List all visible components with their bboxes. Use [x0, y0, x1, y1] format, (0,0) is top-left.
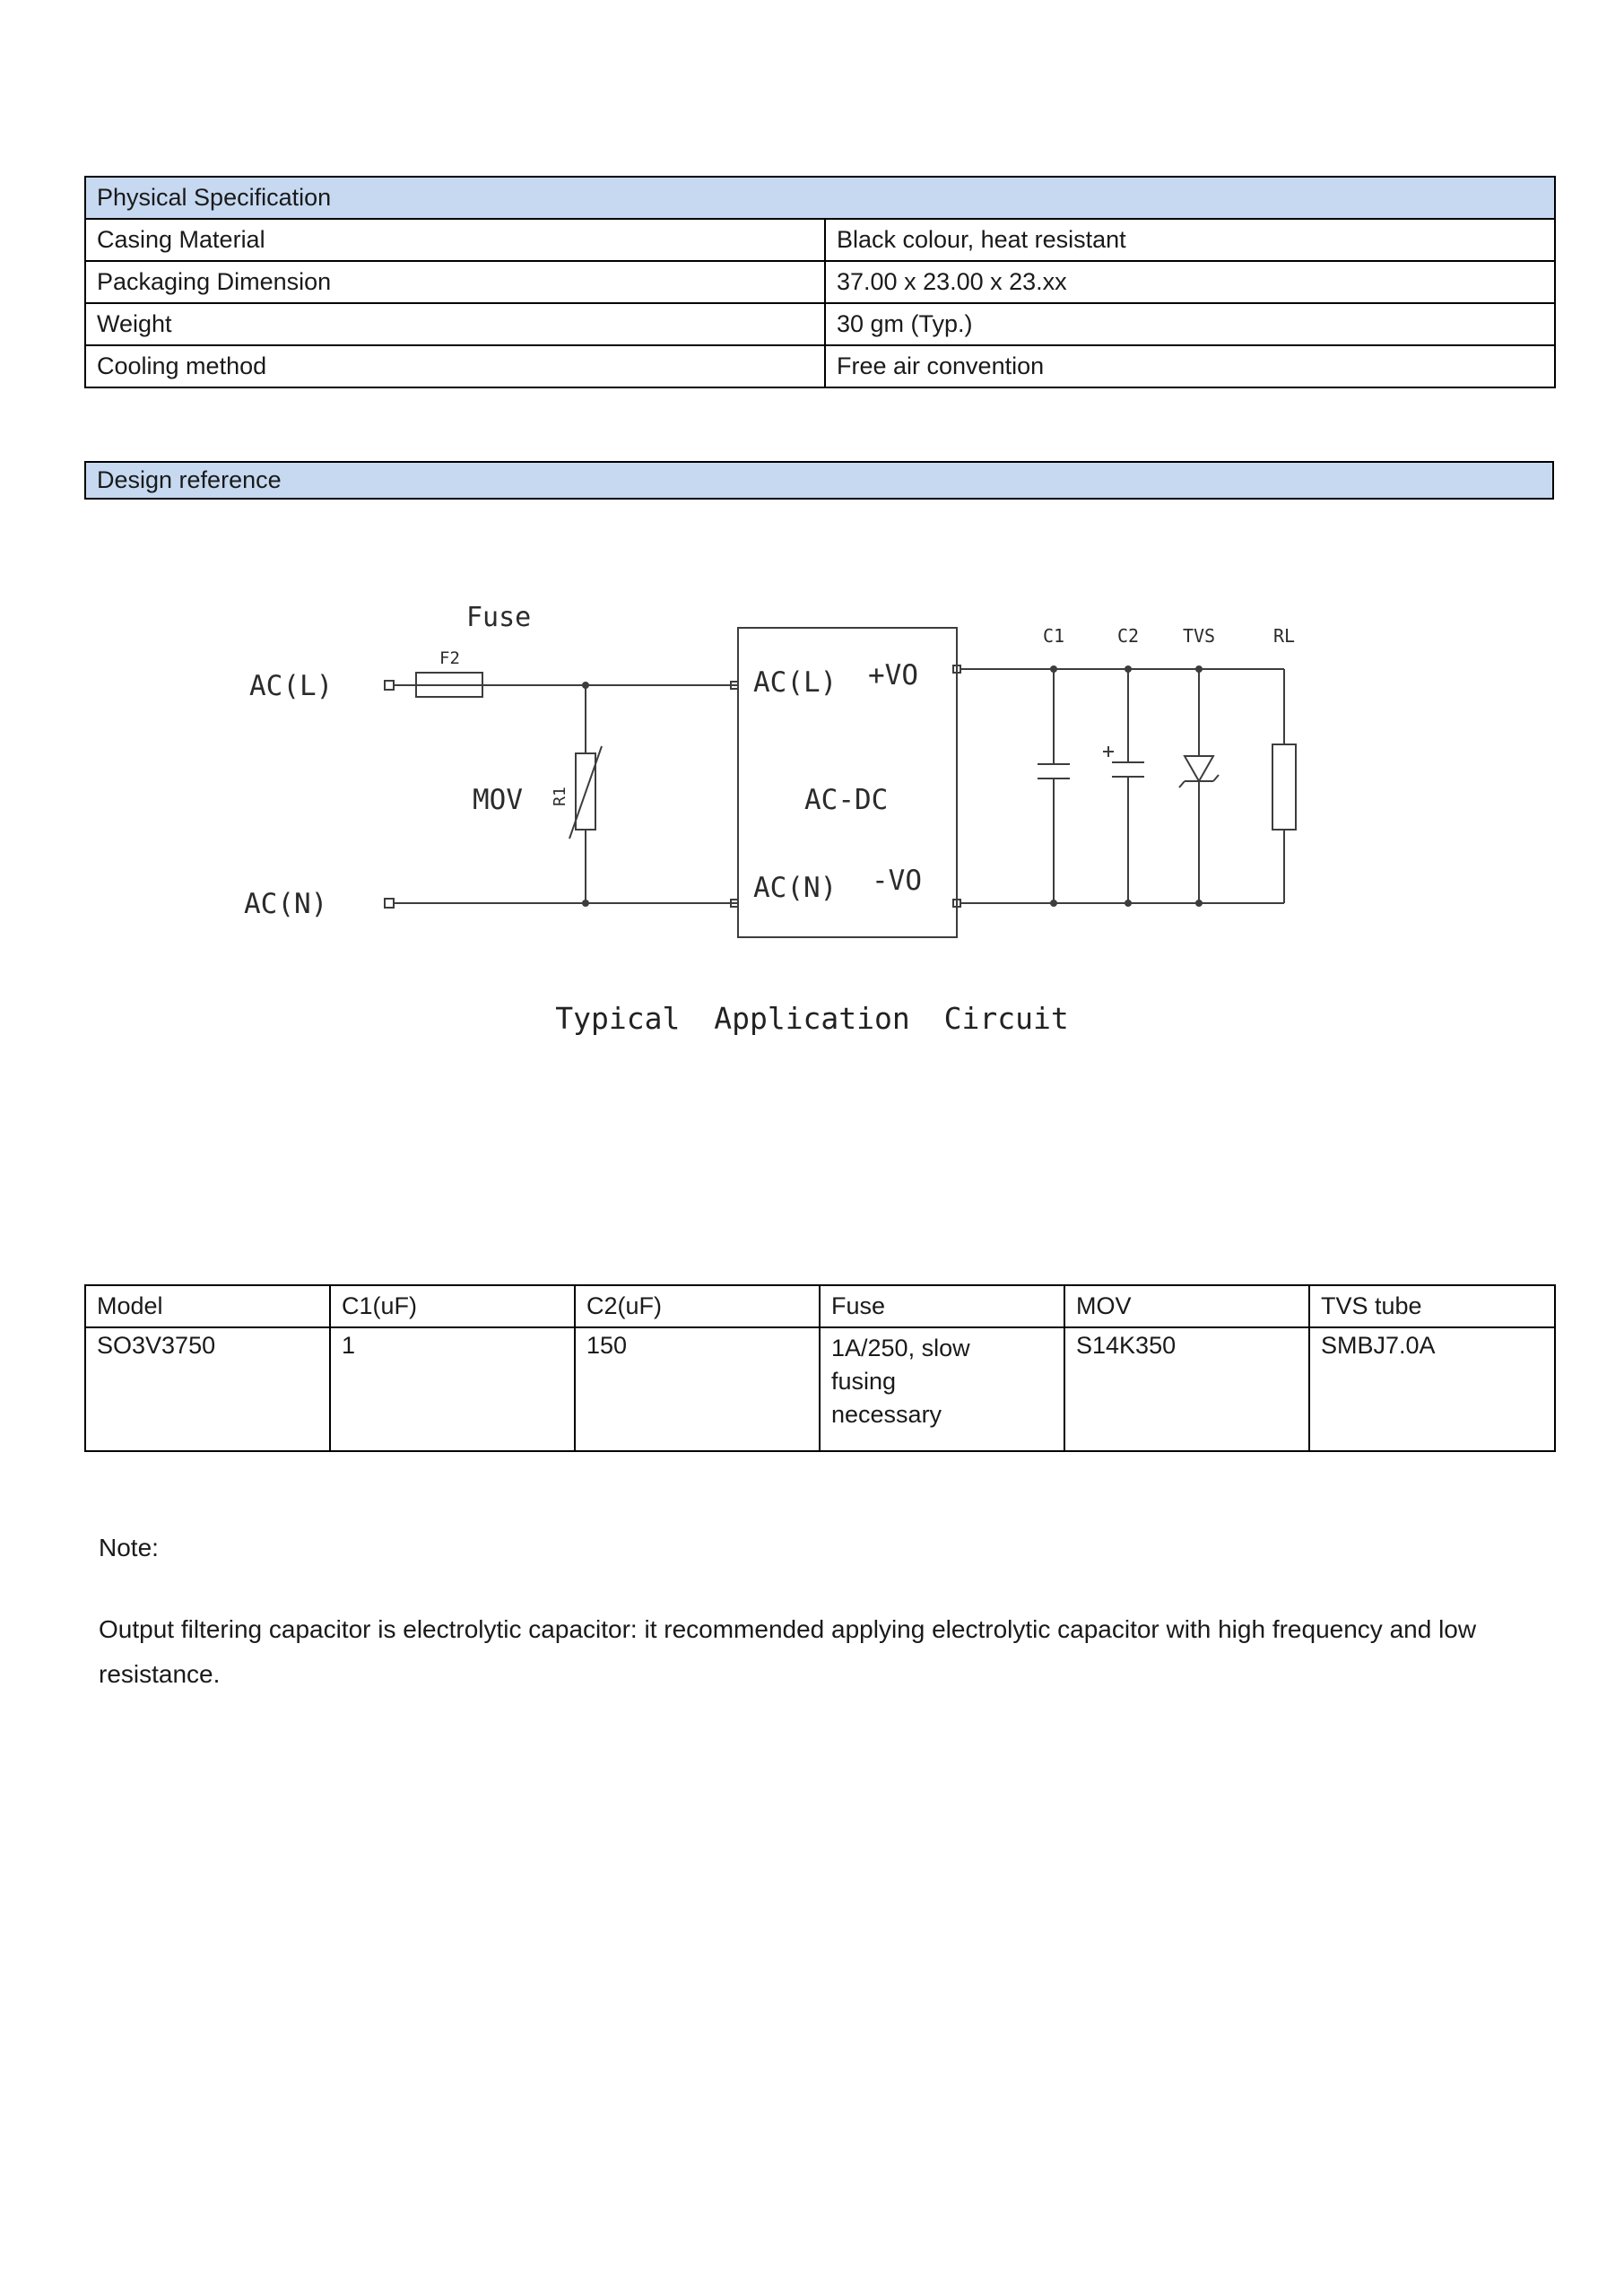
rl-label: RL [1272, 625, 1296, 647]
circuit-caption: Typical Application Circuit [555, 1001, 1069, 1036]
spec-value: Black colour, heat resistant [825, 219, 1555, 261]
table-row [85, 177, 1555, 219]
design-reference-header: Design reference [84, 461, 1554, 500]
col-header: Model [85, 1285, 330, 1327]
col-header: Fuse [820, 1285, 1064, 1327]
terminal-square [385, 681, 394, 690]
physical-spec-table [84, 176, 1556, 388]
load-resistor-symbol [1272, 744, 1296, 830]
table-row [85, 345, 1555, 387]
r1-label: R1 [551, 787, 569, 806]
col-header: C2(uF) [575, 1285, 820, 1327]
application-circuit-diagram [0, 574, 1624, 996]
physical-spec-title: Physical Specification [85, 177, 1555, 219]
block-ac-l-label: AC(L) [753, 666, 838, 699]
spec-label: Weight [85, 303, 825, 345]
col-header: MOV [1064, 1285, 1309, 1327]
table-row [85, 219, 1555, 261]
col-header: TVS tube [1309, 1285, 1555, 1327]
note-label: Note: [99, 1534, 159, 1561]
cell-c1: 1 [330, 1327, 575, 1451]
table-row [85, 1327, 1555, 1451]
spec-value: Free air convention [825, 345, 1555, 387]
col-header: C1(uF) [330, 1285, 575, 1327]
spec-label: Cooling method [85, 345, 825, 387]
cell-fuse [820, 1327, 1064, 1451]
c2-label: C2 [1116, 625, 1140, 647]
c1-label: C1 [1042, 625, 1065, 647]
terminal-square [385, 899, 394, 908]
ac-l-input-label: AC(L) [249, 670, 334, 702]
block-name-label: AC-DC [804, 784, 889, 816]
block-pvo-label: +VO [868, 659, 918, 691]
block-nvo-label: -VO [872, 865, 922, 897]
table-row [85, 261, 1555, 303]
cell-c2: 150 [575, 1327, 820, 1451]
cell-mov: S14K350 [1064, 1327, 1309, 1451]
cell-fuse-text: 1A/250, slow fusing necessary [831, 1335, 970, 1428]
tvs-label: TVS [1182, 625, 1216, 647]
cell-model: SO3V3750 [85, 1327, 330, 1451]
circuit-wires [385, 628, 1296, 937]
f2-label: F2 [439, 648, 460, 668]
ac-n-input-label: AC(N) [244, 888, 328, 920]
spec-label: Casing Material [85, 219, 825, 261]
circuit-labels [244, 602, 1295, 920]
table-row [85, 303, 1555, 345]
spec-value: 30 gm (Typ.) [825, 303, 1555, 345]
mov-label: MOV [473, 784, 523, 816]
block-ac-n-label: AC(N) [753, 872, 838, 904]
components-table [84, 1284, 1556, 1452]
cell-tvs-tube: SMBJ7.0A [1309, 1327, 1555, 1451]
tvs-diode-symbol [1185, 756, 1213, 781]
spec-value: 37.00 x 23.00 x 23.xx [825, 261, 1555, 303]
note-text: Output filtering capacitor is electrolytic capacitor: it recommended applying electrolytic capacitor with high frequency and low resistance. [99, 1615, 1477, 1688]
spec-label: Packaging Dimension [85, 261, 825, 303]
fuse-label: Fuse [466, 602, 532, 633]
table-header-row [85, 1285, 1555, 1327]
